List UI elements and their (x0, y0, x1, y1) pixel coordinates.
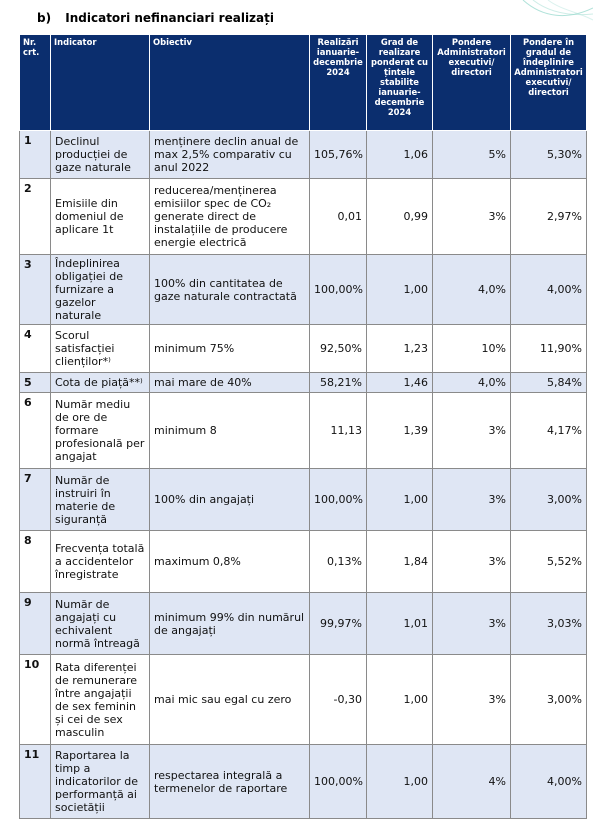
cell-indicator: Număr mediu de ore de formare profesională per angajat (51, 393, 150, 469)
cell-pondere: 4,0% (433, 373, 511, 393)
cell-pondere: 5% (433, 131, 511, 179)
cell-indicator: Declinul producției de gaze naturale (51, 131, 150, 179)
cell-nr: 4 (20, 325, 51, 373)
cell-grad: 1,46 (367, 373, 433, 393)
cell-realizari: 100,00% (310, 255, 367, 325)
cell-pondere-grad: 5,84% (511, 373, 587, 393)
table-row (20, 255, 587, 325)
cell-obiectiv: 100% din cantitatea de gaze naturale contractată (150, 255, 310, 325)
section-title-text: Indicatori nefinanciari realizați (65, 11, 274, 25)
cell-realizari: 100,00% (310, 745, 367, 819)
header-nr: Nr. crt. (20, 35, 51, 131)
cell-grad: 1,06 (367, 131, 433, 179)
table-row (20, 655, 587, 745)
header-realizari: Realizări ianuarie-decembrie 2024 (310, 35, 367, 131)
cell-pondere: 3% (433, 593, 511, 655)
cell-realizari: 11,13 (310, 393, 367, 469)
cell-realizari: 0,13% (310, 531, 367, 593)
cell-grad: 0,99 (367, 179, 433, 255)
header-pondere-grad: Pondere în gradul de îndeplinire Administratori executivi/ directori (511, 35, 587, 131)
cell-indicator: Emisiile din domeniul de aplicare 1t (51, 179, 150, 255)
cell-grad: 1,00 (367, 745, 433, 819)
section-title (37, 11, 274, 25)
cell-obiectiv: mai mic sau egal cu zero (150, 655, 310, 745)
cell-pondere: 4,0% (433, 255, 511, 325)
cell-indicator: Scorul satisfacției clienților*⁾ (51, 325, 150, 373)
indicators-table (19, 34, 587, 819)
cell-pondere: 3% (433, 531, 511, 593)
cell-indicator: Îndeplinirea obligației de furnizare a gazelor naturale (51, 255, 150, 325)
table-row (20, 325, 587, 373)
table-row (20, 531, 587, 593)
cell-grad: 1,39 (367, 393, 433, 469)
table-row (20, 469, 587, 531)
cell-obiectiv: minimum 99% din numărul de angajați (150, 593, 310, 655)
cell-grad: 1,00 (367, 255, 433, 325)
cell-indicator: Număr de instruiri în materie de siguranță (51, 469, 150, 531)
cell-nr: 1 (20, 131, 51, 179)
cell-obiectiv: maximum 0,8% (150, 531, 310, 593)
cell-nr: 5 (20, 373, 51, 393)
table-row (20, 593, 587, 655)
header-indicator: Indicator (51, 35, 150, 131)
cell-obiectiv: respectarea integrală a termenelor de raportare (150, 745, 310, 819)
header-grad: Grad de realizare ponderat cu țintele stabilite ianuarie-decembrie 2024 (367, 35, 433, 131)
cell-grad: 1,23 (367, 325, 433, 373)
cell-obiectiv: mai mare de 40% (150, 373, 310, 393)
cell-nr: 3 (20, 255, 51, 325)
decorative-swirl-graphic (513, 0, 593, 30)
cell-indicator: Rata diferenței de remunerare între angajații de sex feminin și cei de sex masculin (51, 655, 150, 745)
header-pondere: Pondere Administratori executivi/ directori (433, 35, 511, 131)
cell-pondere: 10% (433, 325, 511, 373)
table-row (20, 131, 587, 179)
cell-indicator: Raportarea la timp a indicatorilor de performanță ai societății (51, 745, 150, 819)
header-obiectiv: Obiectiv (150, 35, 310, 131)
cell-obiectiv: minimum 75% (150, 325, 310, 373)
cell-nr: 6 (20, 393, 51, 469)
cell-pondere-grad: 5,30% (511, 131, 587, 179)
cell-nr: 7 (20, 469, 51, 531)
cell-indicator: Număr de angajați cu echivalent normă întreagă (51, 593, 150, 655)
cell-grad: 1,84 (367, 531, 433, 593)
cell-realizari: 92,50% (310, 325, 367, 373)
cell-pondere-grad: 4,17% (511, 393, 587, 469)
cell-nr: 2 (20, 179, 51, 255)
cell-pondere: 3% (433, 179, 511, 255)
cell-indicator: Cota de piață**⁾ (51, 373, 150, 393)
section-letter: b) (37, 11, 52, 25)
cell-pondere-grad: 2,97% (511, 179, 587, 255)
table-row (20, 745, 587, 819)
table-row (20, 373, 587, 393)
cell-pondere-grad: 3,00% (511, 469, 587, 531)
cell-realizari: 105,76% (310, 131, 367, 179)
table-row (20, 393, 587, 469)
cell-pondere-grad: 4,00% (511, 745, 587, 819)
cell-pondere: 3% (433, 393, 511, 469)
cell-nr: 8 (20, 531, 51, 593)
cell-obiectiv: 100% din angajați (150, 469, 310, 531)
cell-pondere-grad: 4,00% (511, 255, 587, 325)
cell-grad: 1,01 (367, 593, 433, 655)
cell-nr: 10 (20, 655, 51, 745)
cell-pondere-grad: 5,52% (511, 531, 587, 593)
cell-obiectiv: minimum 8 (150, 393, 310, 469)
table-header-row (20, 35, 587, 131)
cell-pondere-grad: 11,90% (511, 325, 587, 373)
cell-realizari: -0,30 (310, 655, 367, 745)
cell-realizari: 58,21% (310, 373, 367, 393)
cell-pondere-grad: 3,00% (511, 655, 587, 745)
cell-nr: 9 (20, 593, 51, 655)
cell-pondere: 3% (433, 655, 511, 745)
cell-grad: 1,00 (367, 469, 433, 531)
cell-realizari: 0,01 (310, 179, 367, 255)
cell-pondere: 4% (433, 745, 511, 819)
cell-nr: 11 (20, 745, 51, 819)
cell-realizari: 99,97% (310, 593, 367, 655)
cell-realizari: 100,00% (310, 469, 367, 531)
cell-pondere-grad: 3,03% (511, 593, 587, 655)
cell-pondere: 3% (433, 469, 511, 531)
cell-obiectiv: reducerea/menținerea emisiilor spec de CO₂ generate direct de instalațiile de producere energie electrică (150, 179, 310, 255)
cell-grad: 1,00 (367, 655, 433, 745)
table-row (20, 179, 587, 255)
cell-obiectiv: menținere declin anual de max 2,5% comparativ cu anul 2022 (150, 131, 310, 179)
cell-indicator: Frecvența totală a accidentelor înregistrate (51, 531, 150, 593)
